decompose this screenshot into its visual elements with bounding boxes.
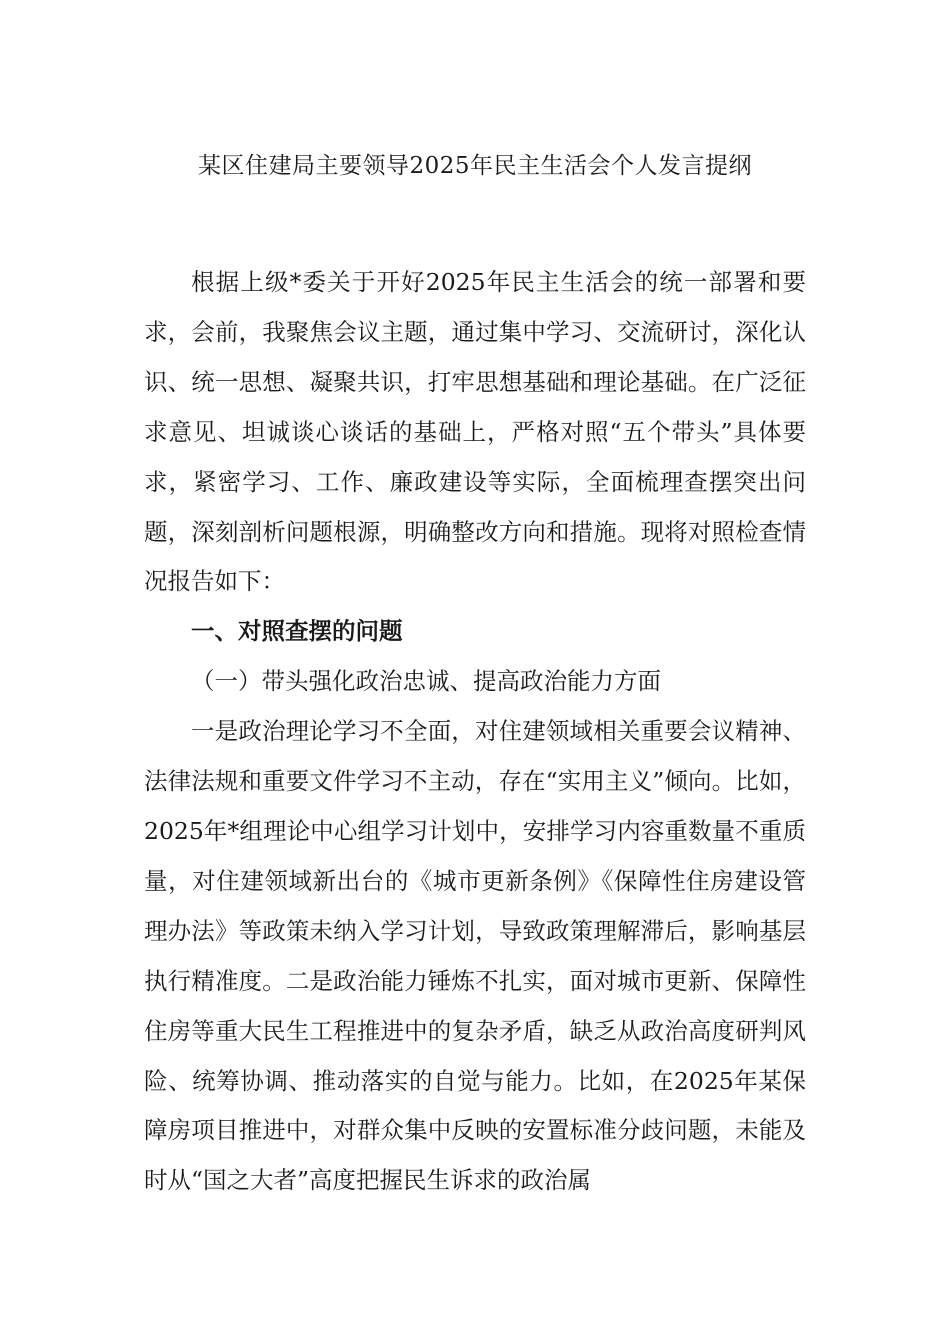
intro-paragraph: 根据上级*委关于开好2025年民主生活会的统一部署和要求，会前，我聚焦会议主题，通过集中学习、交流研讨，深化认识、统一思想、凝聚共识，打牢思想基础和理论基础。在广泛征求意见、坦诚谈心谈话的基础上，严格对照“五个带头”具体要求，紧密学习、工作、廉政建设等实际，全面梳理查摆突出问题，深刻剖析问题根源，明确整改方向和措施。现将对照检查情况报告如下： (144, 268, 806, 596)
subsection-heading: （一）带头强化政治忠诚、提高政治能力方面 (191, 667, 661, 696)
document-body (144, 258, 806, 1206)
section-heading: 一、对照查摆的问题 (191, 617, 403, 646)
body-paragraph: 一是政治理论学习不全面，对住建领域相关重要会议精神、法律法规和重要文件学习不主动，存在“实用主义”倾向。比如，2025年*组理论中心组学习计划中，安排学习内容重数量不重质量，对住建领域新出台的《城市更新条例》《保障性住房建设管理办法》等政策未纳入学习计划，导致政策理解滞后，影响基层执行精准度。二是政治能力锤炼不扎实，面对城市更新、保障性住房等重大民生工程推进中的复杂矛盾，缺乏从政治高度研判风险、统筹协调、推动落实的自觉与能力。比如，在2025年某保障房项目推进中，对群众集中反映的安置标准分歧问题，未能及时从“国之大者”高度把握民生诉求的政治属 (144, 717, 806, 1195)
document-title: 某区住建局主要领导2025年民主生活会个人发言提纲 (197, 153, 753, 179)
